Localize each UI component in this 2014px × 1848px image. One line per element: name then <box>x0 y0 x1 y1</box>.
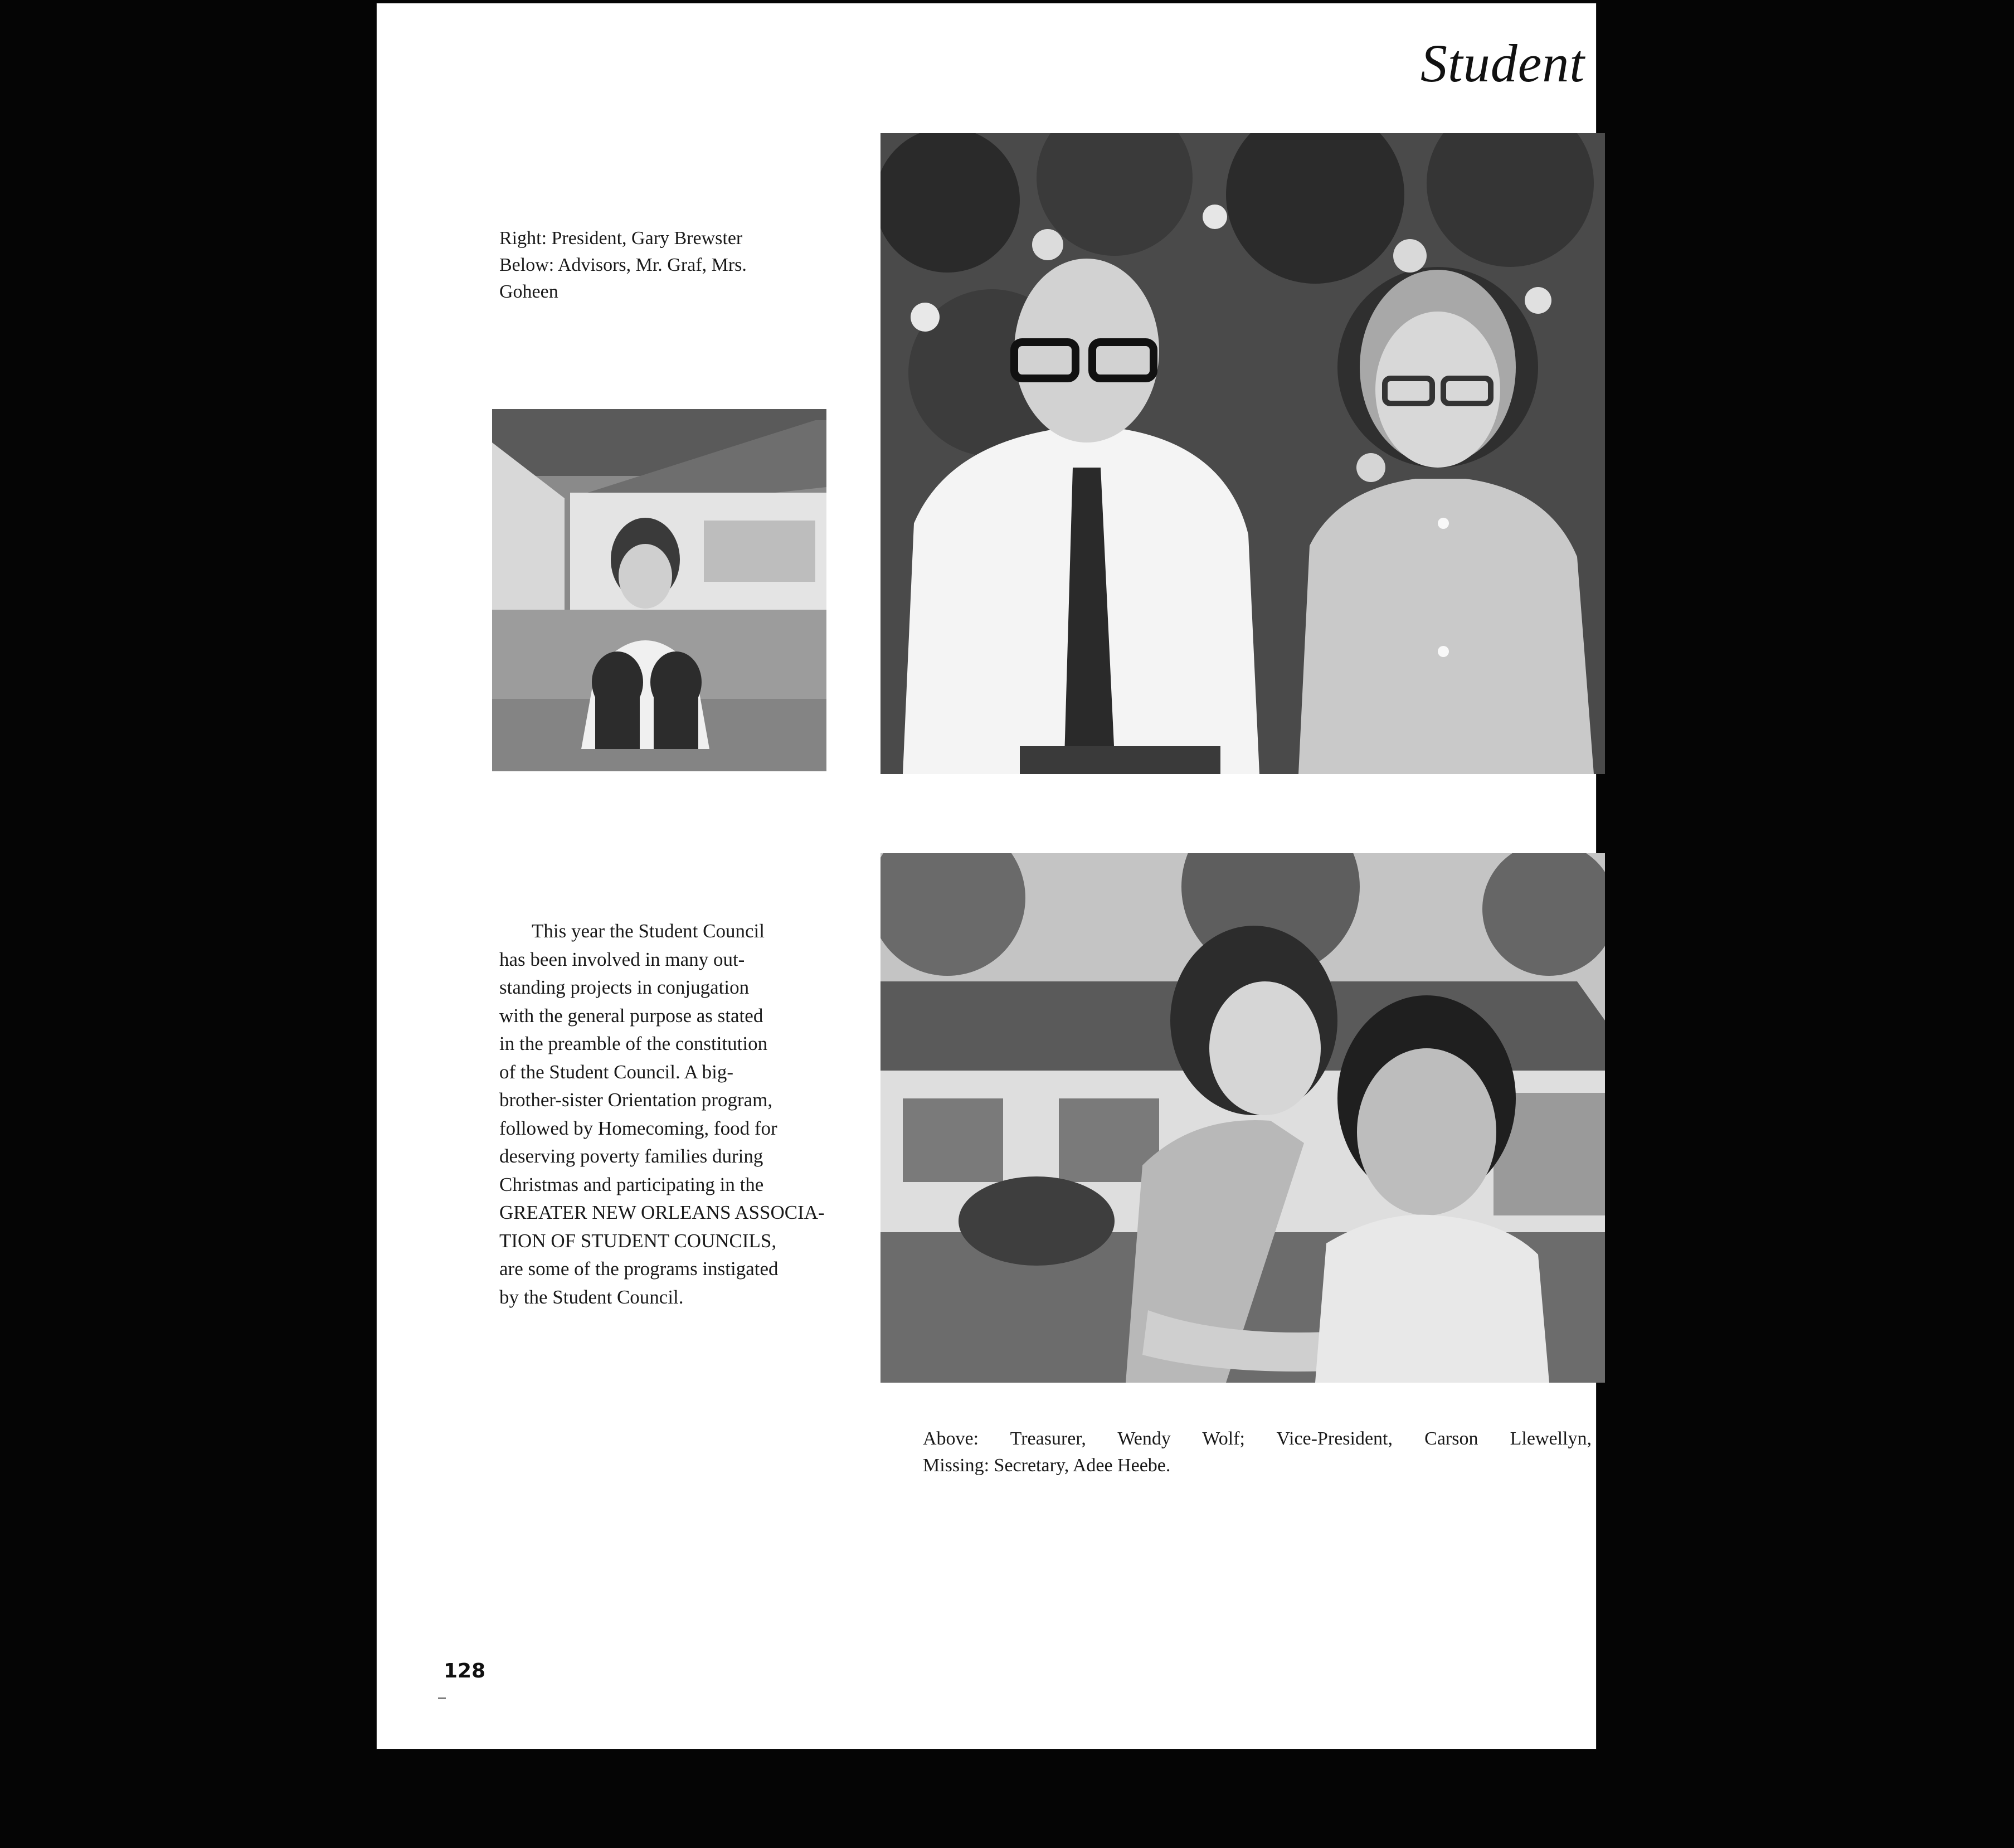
caption-line: Goheen <box>499 281 558 302</box>
photo-icon <box>880 853 1605 1383</box>
body-line: This year the Student Council <box>532 920 765 942</box>
officers-photo <box>880 853 1605 1383</box>
body-line: are some of the programs instigated <box>499 1258 779 1280</box>
caption-officers <box>923 1426 1592 1479</box>
body-line: has been involved in many out- <box>499 948 745 970</box>
caption-line: Right: President, Gary Brewster <box>499 228 743 249</box>
caption-line: Above: Treasurer, Wendy Wolf; Vice-President, Carson Llewellyn, <box>923 1428 1592 1449</box>
body-line: brother-sister Orientation program, <box>499 1089 773 1111</box>
caption-line: Below: Advisors, Mr. Graf, Mrs. <box>499 255 747 275</box>
body-line: with the general purpose as stated <box>499 1004 763 1027</box>
photo-icon <box>492 409 826 771</box>
page-title: Student <box>1420 33 1585 93</box>
president-photo <box>492 409 826 771</box>
body-line: in the preamble of the constitution <box>499 1033 768 1054</box>
page-number: 128 <box>444 1660 486 1682</box>
body-line: TION OF STUDENT COUNCILS, <box>499 1229 777 1252</box>
photo-icon <box>880 133 1605 774</box>
yearbook-page <box>377 3 1596 1749</box>
body-line: deserving poverty families during <box>499 1145 763 1167</box>
caption-president-advisors <box>499 225 834 305</box>
body-line: GREATER NEW ORLEANS ASSOCIA- <box>499 1202 825 1223</box>
body-line: by the Student Council. <box>499 1286 684 1308</box>
body-line: Christmas and participating in the <box>499 1173 764 1195</box>
caption-line: Missing: Secretary, Adee Heebe. <box>923 1455 1171 1476</box>
body-line: of the Student Council. A big- <box>499 1061 733 1083</box>
scan-mark <box>438 1698 446 1699</box>
body-line: standing projects in conjugation <box>499 976 750 998</box>
advisors-photo <box>880 133 1605 774</box>
body-line: followed by Homecoming, food for <box>499 1117 777 1139</box>
body-paragraph <box>499 917 839 1311</box>
